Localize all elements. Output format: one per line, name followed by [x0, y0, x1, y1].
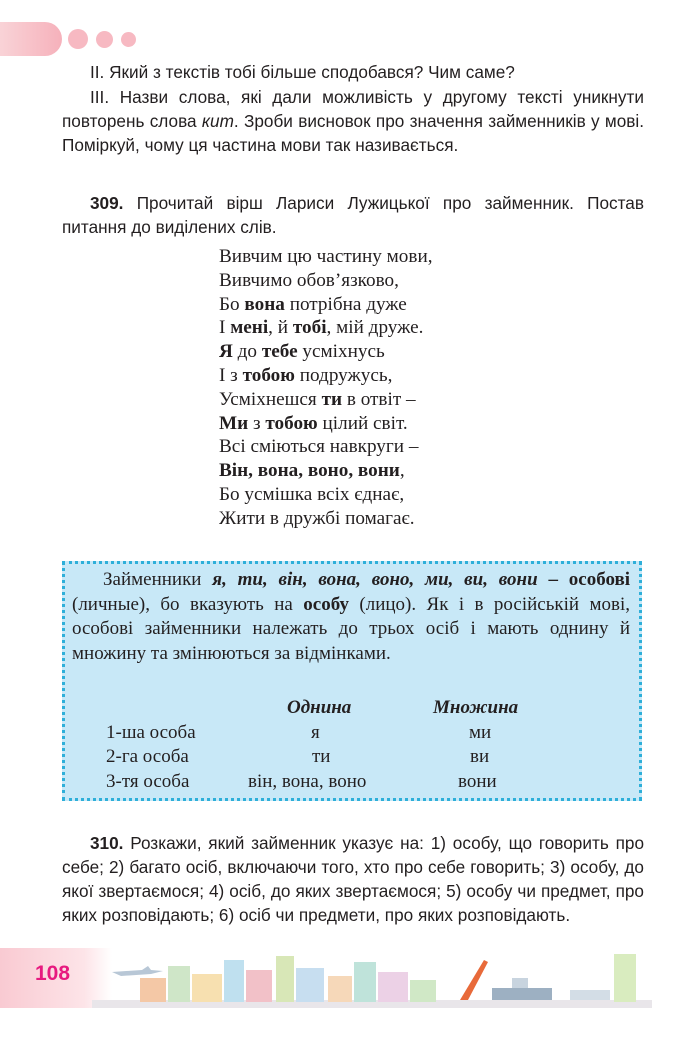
poem	[219, 245, 433, 531]
poem-highlighted-word: тобою	[242, 364, 295, 386]
poem-text: І з	[219, 364, 243, 386]
header-decoration-bar	[0, 22, 62, 56]
poem-text: , й	[268, 317, 293, 339]
poem-highlighted-word: мені	[230, 317, 269, 339]
table-cell-singular: я	[311, 721, 320, 743]
poem-line	[219, 293, 433, 317]
poem-text: Бо усмішка всіх єднає,	[219, 483, 405, 505]
poem-line	[219, 269, 433, 293]
rule-text	[72, 568, 630, 666]
question-2: ІІ. Який з текстів тобі більше сподобався? Чим саме?	[90, 62, 515, 82]
poem-text: до	[232, 341, 262, 363]
poem-line	[219, 412, 433, 436]
airplane-icon	[112, 966, 163, 976]
rule-person-translation: (лицо). Як і в російській мові, особові займенники належать до трьох осіб і мають однину й множину та змінюються за відмінками.	[72, 593, 630, 664]
poem-highlighted-word: вона	[244, 293, 285, 315]
exercise-310-number: 310.	[90, 833, 124, 853]
poem-text: усміхнусь	[297, 341, 385, 363]
poem-line	[219, 245, 433, 269]
rule-pronoun-list: я, ти, він, вона, воно, ми, ви, вони	[212, 569, 538, 590]
poem-highlighted-word: тобі	[292, 317, 327, 339]
poem-highlighted-word: Ми	[219, 412, 249, 434]
table-cell-person: 1-ша особа	[106, 721, 196, 743]
poem-text: потрібна дуже	[284, 293, 407, 315]
table-cell-plural: ми	[469, 721, 492, 743]
decor-dot	[68, 29, 88, 49]
table-cell-person: 3-тя особа	[106, 770, 190, 792]
question-3-text-a: ІІІ. Назви слова, які дали можливість у другому тексті уникнути повторень слова	[62, 87, 644, 131]
rule-intro: Займенники	[103, 569, 213, 590]
question-3	[62, 85, 644, 157]
table-cell-person: 2-га особа	[106, 746, 189, 767]
poem-line	[219, 316, 433, 340]
poem-line	[219, 388, 433, 412]
city-skyline-illustration	[92, 950, 652, 1008]
poem-text: Вивчим цю частину мови,	[219, 246, 433, 267]
poem-highlighted-word: тобою	[265, 412, 318, 434]
poem-line	[219, 435, 433, 459]
rule-person: особу	[303, 593, 349, 615]
page-number: 108	[35, 962, 71, 985]
poem-text: Усміхнешся	[219, 388, 322, 410]
decor-dot	[96, 31, 113, 48]
poem-text: І	[219, 317, 231, 339]
crane-icon	[460, 960, 488, 1000]
exercise-309-number: 309.	[90, 193, 124, 213]
question-3-word: кит	[201, 111, 234, 131]
exercise-310	[62, 831, 644, 927]
poem-text: подружусь,	[294, 364, 393, 386]
poem-highlighted-word: Він, вона, воно, вони	[219, 460, 400, 482]
rule-term-translation: (личные), бо вказують на	[72, 593, 304, 615]
poem-text: цілий світ.	[317, 412, 408, 434]
poem-line	[219, 483, 433, 507]
table-header-plural: Множина	[433, 697, 519, 718]
exercise-309	[62, 191, 644, 239]
poem-text: Вивчимо обов’язково,	[219, 269, 399, 291]
poem-highlighted-word: тебе	[261, 341, 298, 363]
poem-highlighted-word: ти	[321, 388, 343, 410]
poem-text: Жити в дружбі помагає.	[219, 507, 415, 529]
table-cell-plural: вони	[458, 770, 497, 792]
poem-line	[219, 507, 433, 531]
poem-highlighted-word: Я	[219, 341, 233, 363]
poem-line	[219, 364, 433, 388]
table-cell-plural: ви	[470, 746, 490, 767]
poem-text: Бо	[219, 293, 245, 315]
poem-line	[219, 459, 433, 483]
table-cell-singular: він, вона, воно	[248, 770, 367, 792]
table-header-singular: Однина	[287, 697, 352, 718]
poem-text: з	[248, 412, 266, 434]
poem-text: Всі сміються навкруги –	[219, 436, 419, 458]
exercise-310-text: Розкажи, який займенник указує на: 1) особу, що говорить про себе; 2) багато осіб, включаючи того, хто про себе говорить; 3) особу, до якої звертаємося; 4) осіб, до яких звертаємося; 5) особу чи предмет, про яких розповідають; 6) осіб чи предмети, про яких розповідають.	[62, 833, 644, 925]
poem-text: ,	[399, 460, 405, 482]
ship-icon	[492, 988, 552, 1000]
exercise-309-text: Прочитай вірш Лариси Лужицької про займенник. Постав питання до виділених слів.	[62, 193, 644, 237]
poem-text: в отвіт –	[342, 388, 416, 410]
rule-term: особові	[568, 569, 631, 590]
table-cell-singular: ти	[312, 746, 331, 767]
decor-dot	[121, 32, 136, 47]
poem-text: , мій друже.	[326, 317, 424, 339]
poem-line	[219, 340, 433, 364]
rule-dash: –	[537, 569, 558, 590]
question-3-text-b: . Зроби висновок про значення займенників у мові. Поміркуй, чому ця частина мови так називається.	[62, 111, 645, 155]
